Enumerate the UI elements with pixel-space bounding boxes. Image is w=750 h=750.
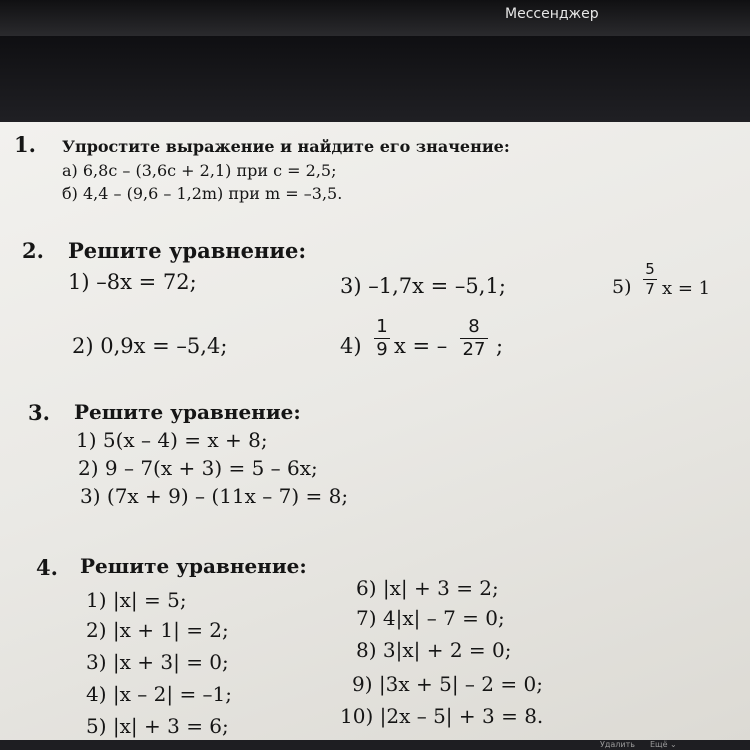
task1-item-b: б) 4,4 – (9,6 – 1,2m) при m = –3,5. bbox=[62, 184, 343, 203]
task2-eq1: 1) –8x = 72; bbox=[68, 270, 197, 294]
task2-eq4-denominator1: 9 bbox=[376, 339, 388, 360]
task1-item-a: а) 6,8c – (3,6c + 2,1) при c = 2,5; bbox=[62, 161, 337, 180]
task3-eq1: 1) 5(x – 4) = x + 8; bbox=[76, 428, 268, 452]
worksheet-photo bbox=[0, 122, 750, 750]
window-titlebar bbox=[0, 0, 750, 36]
task4-eq6: 6) |x| + 3 = 2; bbox=[356, 576, 499, 600]
task4-eq9: 9) |3x + 5| – 2 = 0; bbox=[352, 672, 543, 696]
task2-heading: Решите уравнение: bbox=[68, 238, 307, 263]
task4-eq3: 3) |x + 3| = 0; bbox=[86, 650, 229, 674]
task2-eq3: 3) –1,7x = –5,1; bbox=[340, 274, 506, 298]
task4-eq4: 4) |x – 2| = –1; bbox=[86, 682, 233, 706]
task3-number: 3. bbox=[28, 400, 50, 425]
taskbar-delete-button[interactable]: Удалить bbox=[600, 740, 635, 749]
task2-eq5-end: x = 1 bbox=[662, 278, 711, 299]
task3-eq3: 3) (7x + 9) – (11x – 7) = 8; bbox=[80, 484, 349, 508]
task2-eq5-denominator: 7 bbox=[645, 280, 655, 298]
task2-eq4-numerator2: 8 bbox=[468, 316, 480, 337]
task4-eq2: 2) |x + 1| = 2; bbox=[86, 618, 229, 642]
screen-dark-area bbox=[0, 36, 750, 124]
task2-eq4-label: 4) bbox=[340, 334, 362, 358]
task4-eq8: 8) 3|x| + 2 = 0; bbox=[356, 638, 512, 662]
task2-eq4-end: ; bbox=[496, 334, 504, 358]
task2-number: 2. bbox=[22, 238, 44, 263]
task2-eq4-fraction1 bbox=[374, 318, 390, 359]
task2-eq4-numerator1: 1 bbox=[376, 316, 388, 337]
task4-eq5: 5) |x| + 3 = 6; bbox=[86, 714, 229, 738]
task2-eq5-numerator: 5 bbox=[645, 260, 655, 278]
task4-eq7: 7) 4|x| – 7 = 0; bbox=[356, 606, 505, 630]
task3-eq2: 2) 9 – 7(x + 3) = 5 – 6x; bbox=[78, 456, 318, 480]
task1-number: 1. bbox=[14, 132, 36, 157]
task2-eq4-middle: x = – bbox=[394, 334, 448, 358]
task4-number: 4. bbox=[36, 555, 58, 580]
task2-eq2: 2) 0,9x = –5,4; bbox=[72, 334, 228, 358]
task2-eq4-denominator2: 27 bbox=[462, 339, 486, 360]
task1-heading: Упростите выражение и найдите его значение: bbox=[62, 137, 510, 156]
task4-eq10: 10) |2x – 5| + 3 = 8. bbox=[340, 704, 544, 728]
task4-eq1: 1) |x| = 5; bbox=[86, 588, 187, 612]
taskbar bbox=[0, 740, 750, 750]
task2-eq5-fraction bbox=[643, 262, 657, 297]
task2-eq4-fraction2 bbox=[460, 318, 488, 359]
window-title: Мессенджер bbox=[505, 6, 599, 22]
task4-heading: Решите уравнение: bbox=[80, 554, 307, 578]
task2-eq5-label: 5) bbox=[612, 276, 632, 298]
taskbar-more-button[interactable]: Ещё ⌄ bbox=[650, 740, 677, 749]
task3-heading: Решите уравнение: bbox=[74, 400, 301, 424]
